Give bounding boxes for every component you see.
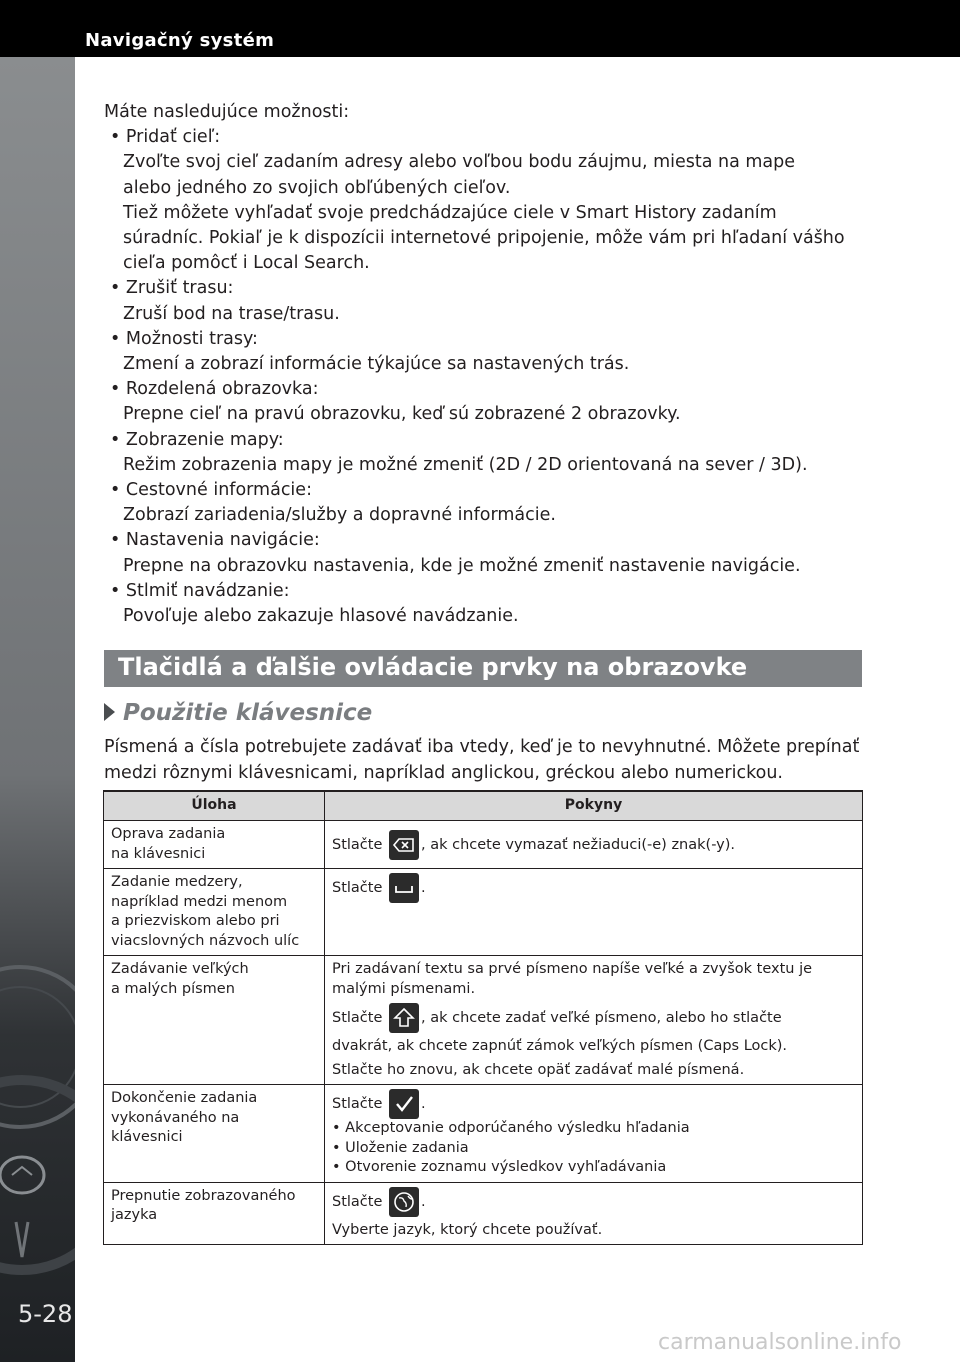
column-header-instructions: Pokyny: [325, 791, 863, 821]
table-row: [104, 1182, 863, 1245]
press-text: Stlačte: [332, 880, 383, 896]
option-desc: súradníc. Pokiaľ je k dispozícii internetové pripojenie, môže vám pri hľadaní vášho: [123, 228, 845, 249]
task-line: na klávesnici: [111, 845, 206, 862]
option-desc: cieľa pomôcť i Local Search.: [123, 253, 370, 274]
instruction-line: [332, 1003, 855, 1033]
backspace-icon: [389, 830, 419, 860]
press-text: Stlačte: [332, 1010, 383, 1026]
task-line: Prepnutie zobrazovaného: [111, 1187, 296, 1204]
triangle-marker-icon: [104, 703, 115, 721]
options-intro: Máte nasledujúce možnosti:: [104, 102, 350, 122]
option-desc: Povoľuje alebo zakazuje hlasové navádzanie.: [123, 606, 519, 627]
instruction-cell: [325, 869, 863, 956]
option-desc: Tiež môžete vyhľadať svoje predchádzajúce ciele v Smart History zadaním: [123, 202, 777, 223]
section-title: Tlačidlá a ďalšie ovládacie prvky na obrazovke: [118, 653, 748, 681]
space-icon: [389, 873, 419, 903]
instruction-cell: [325, 1182, 863, 1245]
task-line: vykonávaného na: [111, 1109, 240, 1126]
option-desc: Zobrazí zariadenia/služby a dopravné informácie.: [123, 505, 556, 526]
option-label: • Stlmiť navádzanie:: [110, 580, 290, 601]
option-label: • Cestovné informácie:: [110, 480, 312, 501]
instruction-line: malými písmenami.: [332, 980, 476, 997]
option-desc: Režim zobrazenia mapy je možné zmeniť (2D / 2D orientovaná na sever / 3D).: [123, 454, 808, 475]
task-cell: [104, 956, 325, 1085]
option-desc: Prepne cieľ na pravú obrazovku, keď sú zobrazené 2 obrazovky.: [123, 404, 681, 425]
table-header-row: [104, 791, 863, 821]
task-line: Dokončenie zadania: [111, 1090, 258, 1106]
option-label: • Pridať cieľ:: [110, 127, 221, 148]
header-bar: [0, 0, 960, 57]
task-cell: [104, 1182, 325, 1245]
section-intro: [104, 734, 864, 786]
shift-icon: [389, 1003, 419, 1033]
section-heading: [104, 650, 862, 687]
option-label: • Zrušiť trasu:: [110, 278, 234, 299]
instruction-line: dvakrát, ak chcete zapnúť zámok veľkých písmen (Caps Lock).: [332, 1038, 788, 1054]
option-label: • Možnosti trasy:: [110, 328, 258, 349]
task-line: napríklad medzi menom: [111, 893, 288, 910]
table-row: [104, 956, 863, 1085]
instruction-text: .: [421, 880, 426, 896]
task-line: viacslovných názvoch ulíc: [111, 932, 300, 949]
chapter-title: Navigačný systém: [85, 30, 275, 51]
instruction-cell: [325, 956, 863, 1085]
task-cell: [104, 821, 325, 869]
instruction-text: , ak chcete zadať veľké písmeno, alebo ho stlačte: [421, 1010, 782, 1026]
instruction-line: [332, 1187, 855, 1217]
column-header-task: Úloha: [104, 791, 325, 821]
keyboard-table: [103, 790, 863, 1245]
instruction-cell: [325, 821, 863, 869]
press-text: Stlačte: [332, 1096, 383, 1112]
instruction-text: , ak chcete vymazať nežiaduci(-e) znak(-y).: [421, 836, 736, 853]
option-label: • Zobrazenie mapy:: [110, 429, 284, 450]
instruction-bullet: • Akceptovanie odporúčaného výsledku hľadania: [332, 1120, 690, 1136]
task-cell: [104, 1085, 325, 1183]
option-label: • Nastavenia navigácie:: [110, 530, 320, 551]
intro-line: Písmená a čísla potrebujete zadávať iba vtedy, keď je to nevyhnutné. Môžete prepínať: [104, 737, 860, 757]
instruction-bullet: • Otvorenie zoznamu výsledkov vyhľadávania: [332, 1159, 667, 1175]
task-line: Zadanie medzery,: [111, 874, 243, 890]
option-desc: alebo jedného zo svojich obľúbených cieľov.: [123, 177, 511, 198]
instruction-line: Stlačte ho znovu, ak chcete opäť zadávať malé písmená.: [332, 1061, 745, 1078]
table-row: [104, 869, 863, 956]
globe-icon: [389, 1187, 419, 1217]
intro-line: medzi rôznymi klávesnicami, napríklad anglickou, gréckou alebo numerickou.: [104, 763, 783, 783]
table-row: [104, 821, 863, 869]
option-desc: Prepne na obrazovku nastavenia, kde je možné zmeniť nastavenie navigácie.: [123, 555, 801, 576]
press-text: Stlačte: [332, 1193, 383, 1210]
instruction-line: Pri zadávaní textu sa prvé písmeno napíše veľké a zvyšok textu je: [332, 961, 813, 977]
subsection-heading: [104, 700, 372, 726]
instruction-cell: [325, 1085, 863, 1183]
task-cell: [104, 869, 325, 956]
table-row: [104, 1085, 863, 1183]
task-line: Zadávanie veľkých: [111, 961, 249, 977]
checkmark-icon: [389, 1089, 419, 1119]
task-line: jazyka: [111, 1207, 158, 1223]
option-desc: Zruší bod na trase/trasu.: [123, 303, 340, 324]
instruction-text: .: [421, 1193, 426, 1210]
instruction-text: .: [421, 1096, 426, 1112]
side-strip: [0, 57, 75, 1362]
option-desc: Zmení a zobrazí informácie týkajúce sa nastavených trás.: [123, 354, 630, 375]
page-number: 5-28: [18, 1300, 73, 1328]
task-line: a malých písmen: [111, 980, 235, 997]
options-list: [104, 100, 864, 629]
instruction-line: [332, 1089, 855, 1119]
watermark: carmanualsonline.info: [658, 1330, 902, 1355]
option-desc: Zvoľte svoj cieľ zadaním adresy alebo voľbou bodu záujmu, miesta na mape: [123, 152, 796, 173]
instruction-bullet: • Uloženie zadania: [332, 1139, 469, 1156]
subsection-title: Použitie klávesnice: [123, 700, 373, 726]
press-text: Stlačte: [332, 836, 383, 853]
task-line: a priezviskom alebo pri: [111, 913, 280, 929]
instruction-line: Vyberte jazyk, ktorý chcete používať.: [332, 1221, 603, 1238]
task-line: Oprava zadania: [111, 826, 226, 842]
task-line: klávesnici: [111, 1129, 183, 1145]
option-label: • Rozdelená obrazovka:: [110, 379, 319, 400]
